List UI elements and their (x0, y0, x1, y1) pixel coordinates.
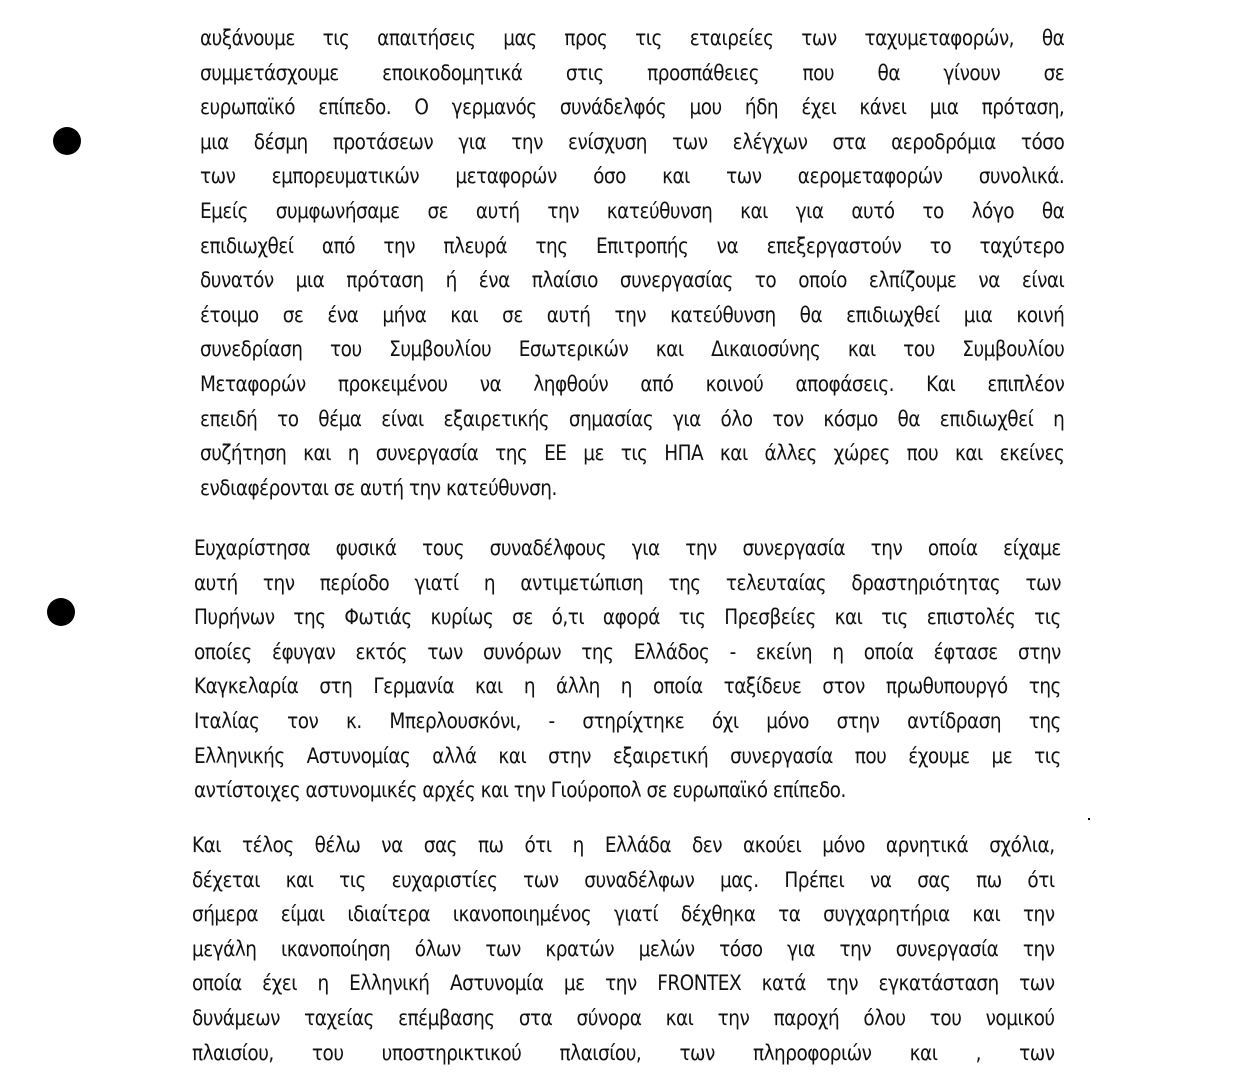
text-line: ενδιαφέρονται σε αυτή την κατεύθυνση. (200, 475, 557, 501)
text-line: συμμετάσχουμε εποικοδομητικά στις προσπάθειες που θα γίνουν σε (200, 60, 1065, 86)
text-line: Ευχαρίστησα φυσικά τους συναδέλφους για την συνεργασία την οποία είχαμε (194, 536, 1061, 561)
punch-hole-mark (53, 127, 81, 155)
text-line: Εμείς συμφωνήσαμε σε αυτή την κατεύθυνση και για αυτό το λόγο θα (200, 198, 1065, 224)
text-line: δυνάμεων ταχείας επέμβασης στα σύνορα και την παροχή όλου του νομικού (192, 1005, 1055, 1031)
text-line: αυξάνουμε τις απαιτήσεις μας προς τις εταιρείες των ταχυμεταφορών, θα (200, 26, 1065, 51)
punch-hole-mark (47, 598, 75, 626)
text-line: δυνατόν μια πρόταση ή ένα πλαίσιο συνεργασίας το οποίο ελπίζουμε να είναι (200, 268, 1065, 294)
text-line: επειδή το θέμα είναι εξαιρετικής σημασίας για όλο τον κόσμο θα επιδιωχθεί η (200, 406, 1065, 432)
text-line: Ιταλίας τον κ. Μπερλουσκόνι, - στηρίχτηκε όχι μόνο στην αντίδραση της (194, 708, 1061, 734)
paragraph-3 (192, 829, 1055, 1071)
text-line: πλαισίου, του υποστηρικτικού πλαισίου, των πληροφοριών και , των (192, 1040, 1055, 1066)
text-line: αυτή την περίοδο γιατί η αντιμετώπιση της τελευταίας δραστηριότητας των (194, 570, 1061, 596)
text-line: σήμερα είμαι ιδιαίτερα ικανοποιημένος γιατί δέχθηκα τα συγχαρητήρια και την (192, 902, 1055, 928)
scan-speck (1088, 818, 1090, 820)
text-line: οποία έχει η Ελληνική Αστυνομία με την FRONTEX κατά την εγκατάσταση των (192, 971, 1055, 997)
text-line: αντίστοιχες αστυνομικές αρχές και την Γιούροπολ σε ευρωπαϊκό επίπεδο. (194, 778, 846, 804)
text-line: Καγκελαρία στη Γερμανία και η άλλη η οποία ταξίδευε στον πρωθυπουργό της (194, 674, 1061, 700)
text-line: των εμπορευματικών μεταφορών όσο και των αερομεταφορών συνολικά. (200, 164, 1065, 190)
text-line: επιδιωχθεί από την πλευρά της Επιτροπής να επεξεργαστούν το ταχύτερο (200, 233, 1065, 259)
text-line: συνεδρίαση του Συμβουλίου Εσωτερικών και Δικαιοσύνης και του Συμβουλίου (200, 337, 1065, 363)
text-line: Ελληνικής Αστυνομίας αλλά και στην εξαιρετική συνεργασία που έχουμε με τις (194, 743, 1061, 769)
text-line: συζήτηση και η συνεργασία της ΕΕ με τις ΗΠΑ και άλλες χώρες που και εκείνες (200, 441, 1065, 467)
text-line: μεγάλη ικανοποίηση όλων των κρατών μελών τόσο για την συνεργασία την (192, 936, 1055, 962)
text-line: μια δέσμη προτάσεων για την ενίσχυση των ελέγχων στα αεροδρόμια τόσο (200, 129, 1065, 155)
text-line: Μεταφορών προκειμένου να ληφθούν από κοινού αποφάσεις. Και επιπλέον (200, 371, 1065, 397)
text-line: οποίες έφυγαν εκτός των συνόρων της Ελλάδος - εκείνη η οποία έφτασε στην (194, 639, 1061, 665)
text-line: ευρωπαϊκό επίπεδο. Ο γερμανός συνάδελφός μου ήδη έχει κάνει μια πρόταση, (200, 95, 1065, 121)
text-line: Πυρήνων της Φωτιάς κυρίως σε ό,τι αφορά τις Πρεσβείες και τις επιστολές τις (194, 605, 1061, 631)
text-line: Και τέλος θέλω να σας πω ότι η Ελλάδα δεν ακούει μόνο αρνητικά σχόλια, (192, 833, 1055, 858)
paragraph-1 (200, 22, 1064, 506)
text-line: δέχεται και τις ευχαριστίες των συναδέλφων μας. Πρέπει να σας πω ότι (192, 867, 1055, 893)
paragraph-2 (194, 532, 1061, 809)
text-line: έτοιμο σε ένα μήνα και σε αυτή την κατεύθυνση θα επιδιωχθεί μια κοινή (200, 302, 1065, 328)
